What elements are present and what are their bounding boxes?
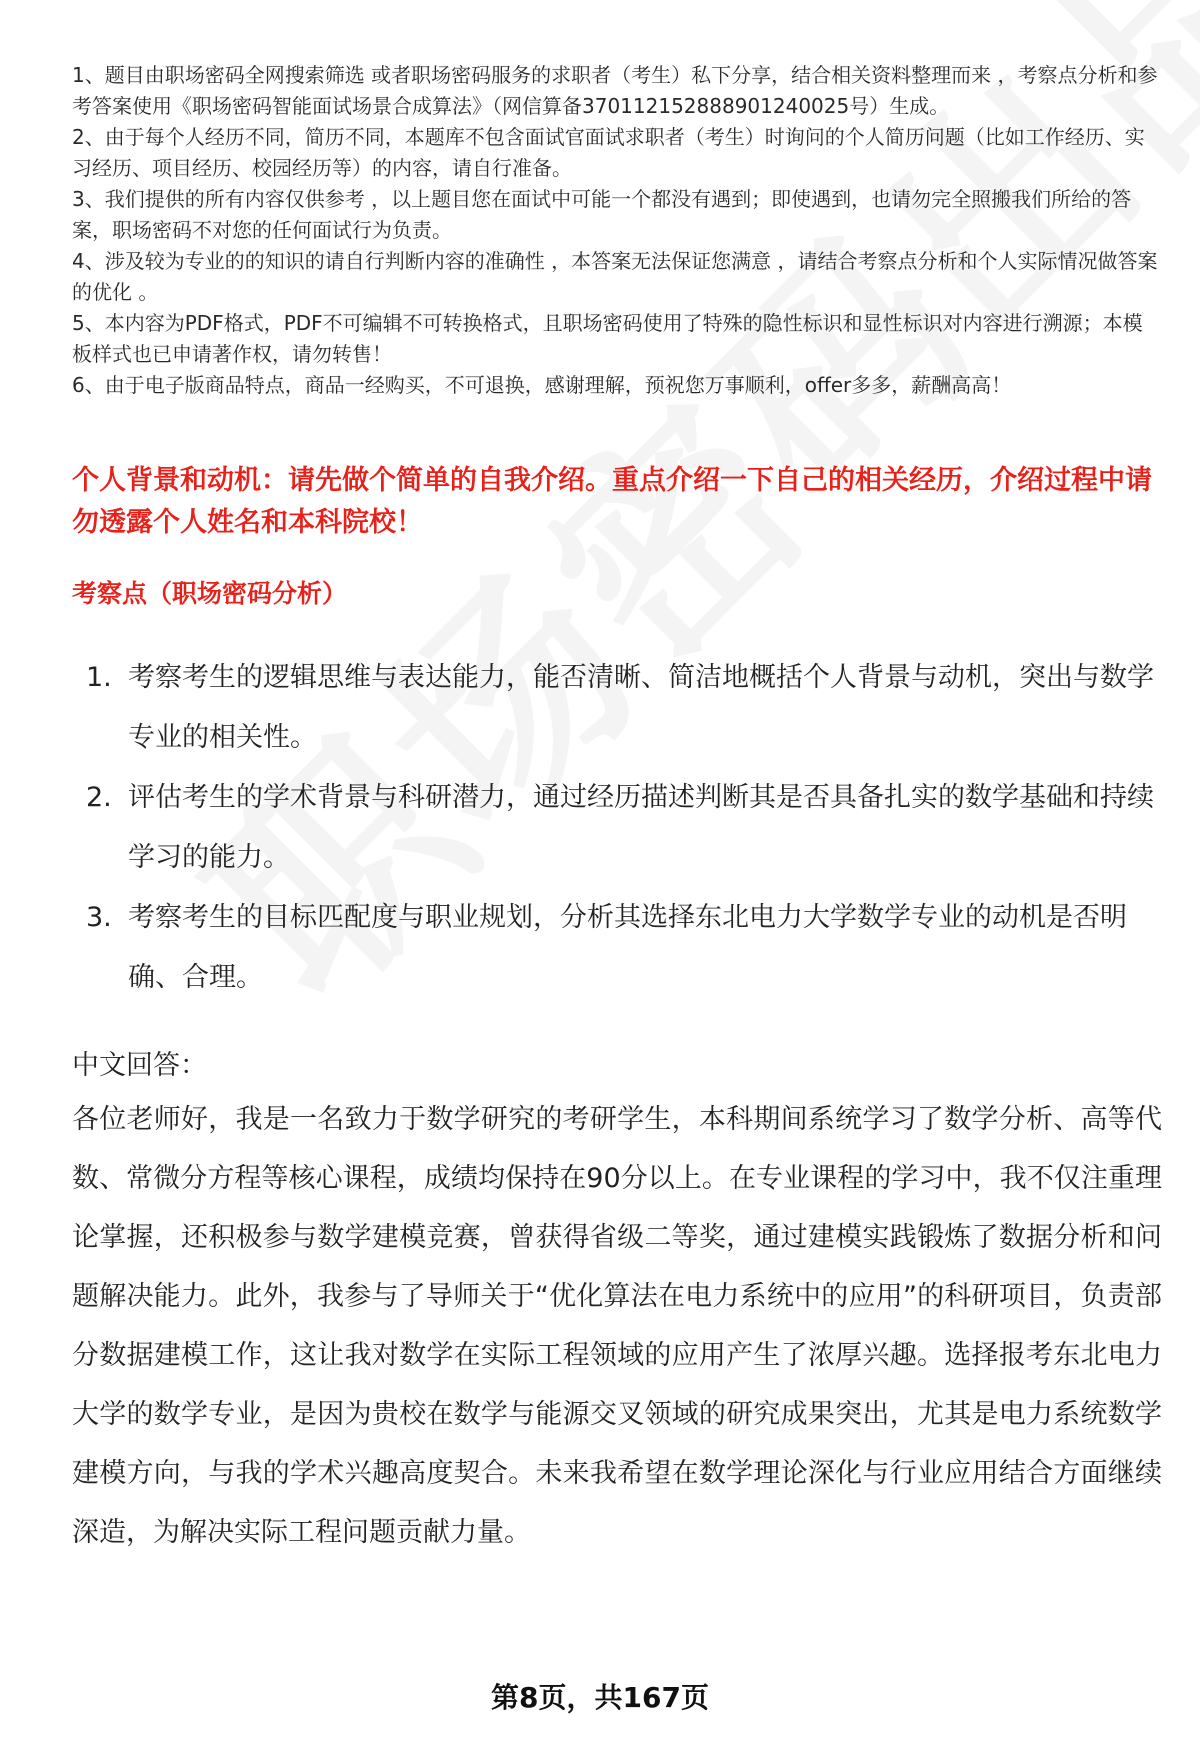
disclaimer-item: 5、本内容为PDF格式，PDF不可编辑不可转换格式，且职场密码使用了特殊的隐性标识和显性标识对内容进行溯源；本模板样式也已申请著作权，请勿转售！: [72, 311, 1143, 366]
analysis-section-title: 考察点（职场密码分析）: [72, 579, 348, 608]
disclaimer-list: [72, 60, 1162, 401]
analysis-point: [72, 768, 1162, 888]
disclaimer-item: 2、由于每个人经历不同，简历不同，本题库不包含面试官面试求职者（考生）时询问的个人简历问题（比如工作经历、实习经历、项目经历、校园经历等）的内容，请自行准备。: [72, 125, 1145, 180]
disclaimer-item: 4、涉及较为专业的的知识的请自行判断内容的准确性 ，本答案无法保证您满意 ，请结合考察点分析和个人实际情况做答案的优化 。: [72, 249, 1158, 304]
point-number: 2.: [86, 782, 112, 813]
question-heading: 个人背景和动机：请先做个简单的自我介绍。重点介绍一下自己的相关经历，介绍过程中请勿透露个人姓名和本科院校！: [72, 465, 1152, 538]
analysis-point: [72, 648, 1162, 768]
point-number: 1.: [86, 662, 112, 693]
analysis-point: [72, 888, 1162, 1008]
disclaimer-item: 1、题目由职场密码全网搜索筛选 或者职场密码服务的求职者（考生）私下分享，结合相关资料整理而来 ，考察点分析和参考答案使用《职场密码智能面试场景合成算法》（网信算备370112152888901240025号）生成。: [72, 63, 1158, 118]
answer-body: 各位老师好，我是一名致力于数学研究的考研学生，本科期间系统学习了数学分析、高等代数、常微分方程等核心课程，成绩均保持在90分以上。在专业课程的学习中，我不仅注重理论掌握，还积极参与数学建模竞赛，曾获得省级二等奖，通过建模实践锻炼了数据分析和问题解决能力。此外，我参与了导师关于“优化算法在电力系统中的应用”的科研项目，负责部分数据建模工作，这让我对数学在实际工程领域的应用产生了浓厚兴趣。选择报考东北电力大学的数学专业，是因为贵校在数学与能源交叉领域的研究成果突出，尤其是电力系统数学建模方向，与我的学术兴趣高度契合。未来我希望在数学理论深化与行业应用结合方面继续深造，为解决实际工程问题贡献力量。: [72, 1104, 1162, 1548]
point-text: 考察考生的目标匹配度与职业规划，分析其选择东北电力大学数学专业的动机是否明确、合理。: [128, 902, 1127, 993]
point-text: 评估考生的学术背景与科研潜力，通过经历描述判断其是否具备扎实的数学基础和持续学习的能力。: [128, 782, 1154, 873]
point-number: 3.: [86, 902, 112, 933]
disclaimer-item: 3、我们提供的所有内容仅供参考 ，以上题目您在面试中可能一个都没有遇到；即使遇到，也请勿完全照搬我们所给的答案，职场密码不对您的任何面试行为负责。: [72, 187, 1132, 242]
page-number-footer: 第8页，共167页: [491, 1681, 709, 1714]
point-text: 考察考生的逻辑思维与表达能力，能否清晰、简洁地概括个人背景与动机，突出与数学专业的相关性。: [128, 662, 1154, 753]
disclaimer-item: 6、由于电子版商品特点，商品一经购买，不可退换，感谢理解，预祝您万事顺利，offer多多，薪酬高高！: [72, 373, 1012, 397]
analysis-points-list: [72, 648, 1162, 1008]
answer-label: 中文回答：: [72, 1050, 207, 1081]
